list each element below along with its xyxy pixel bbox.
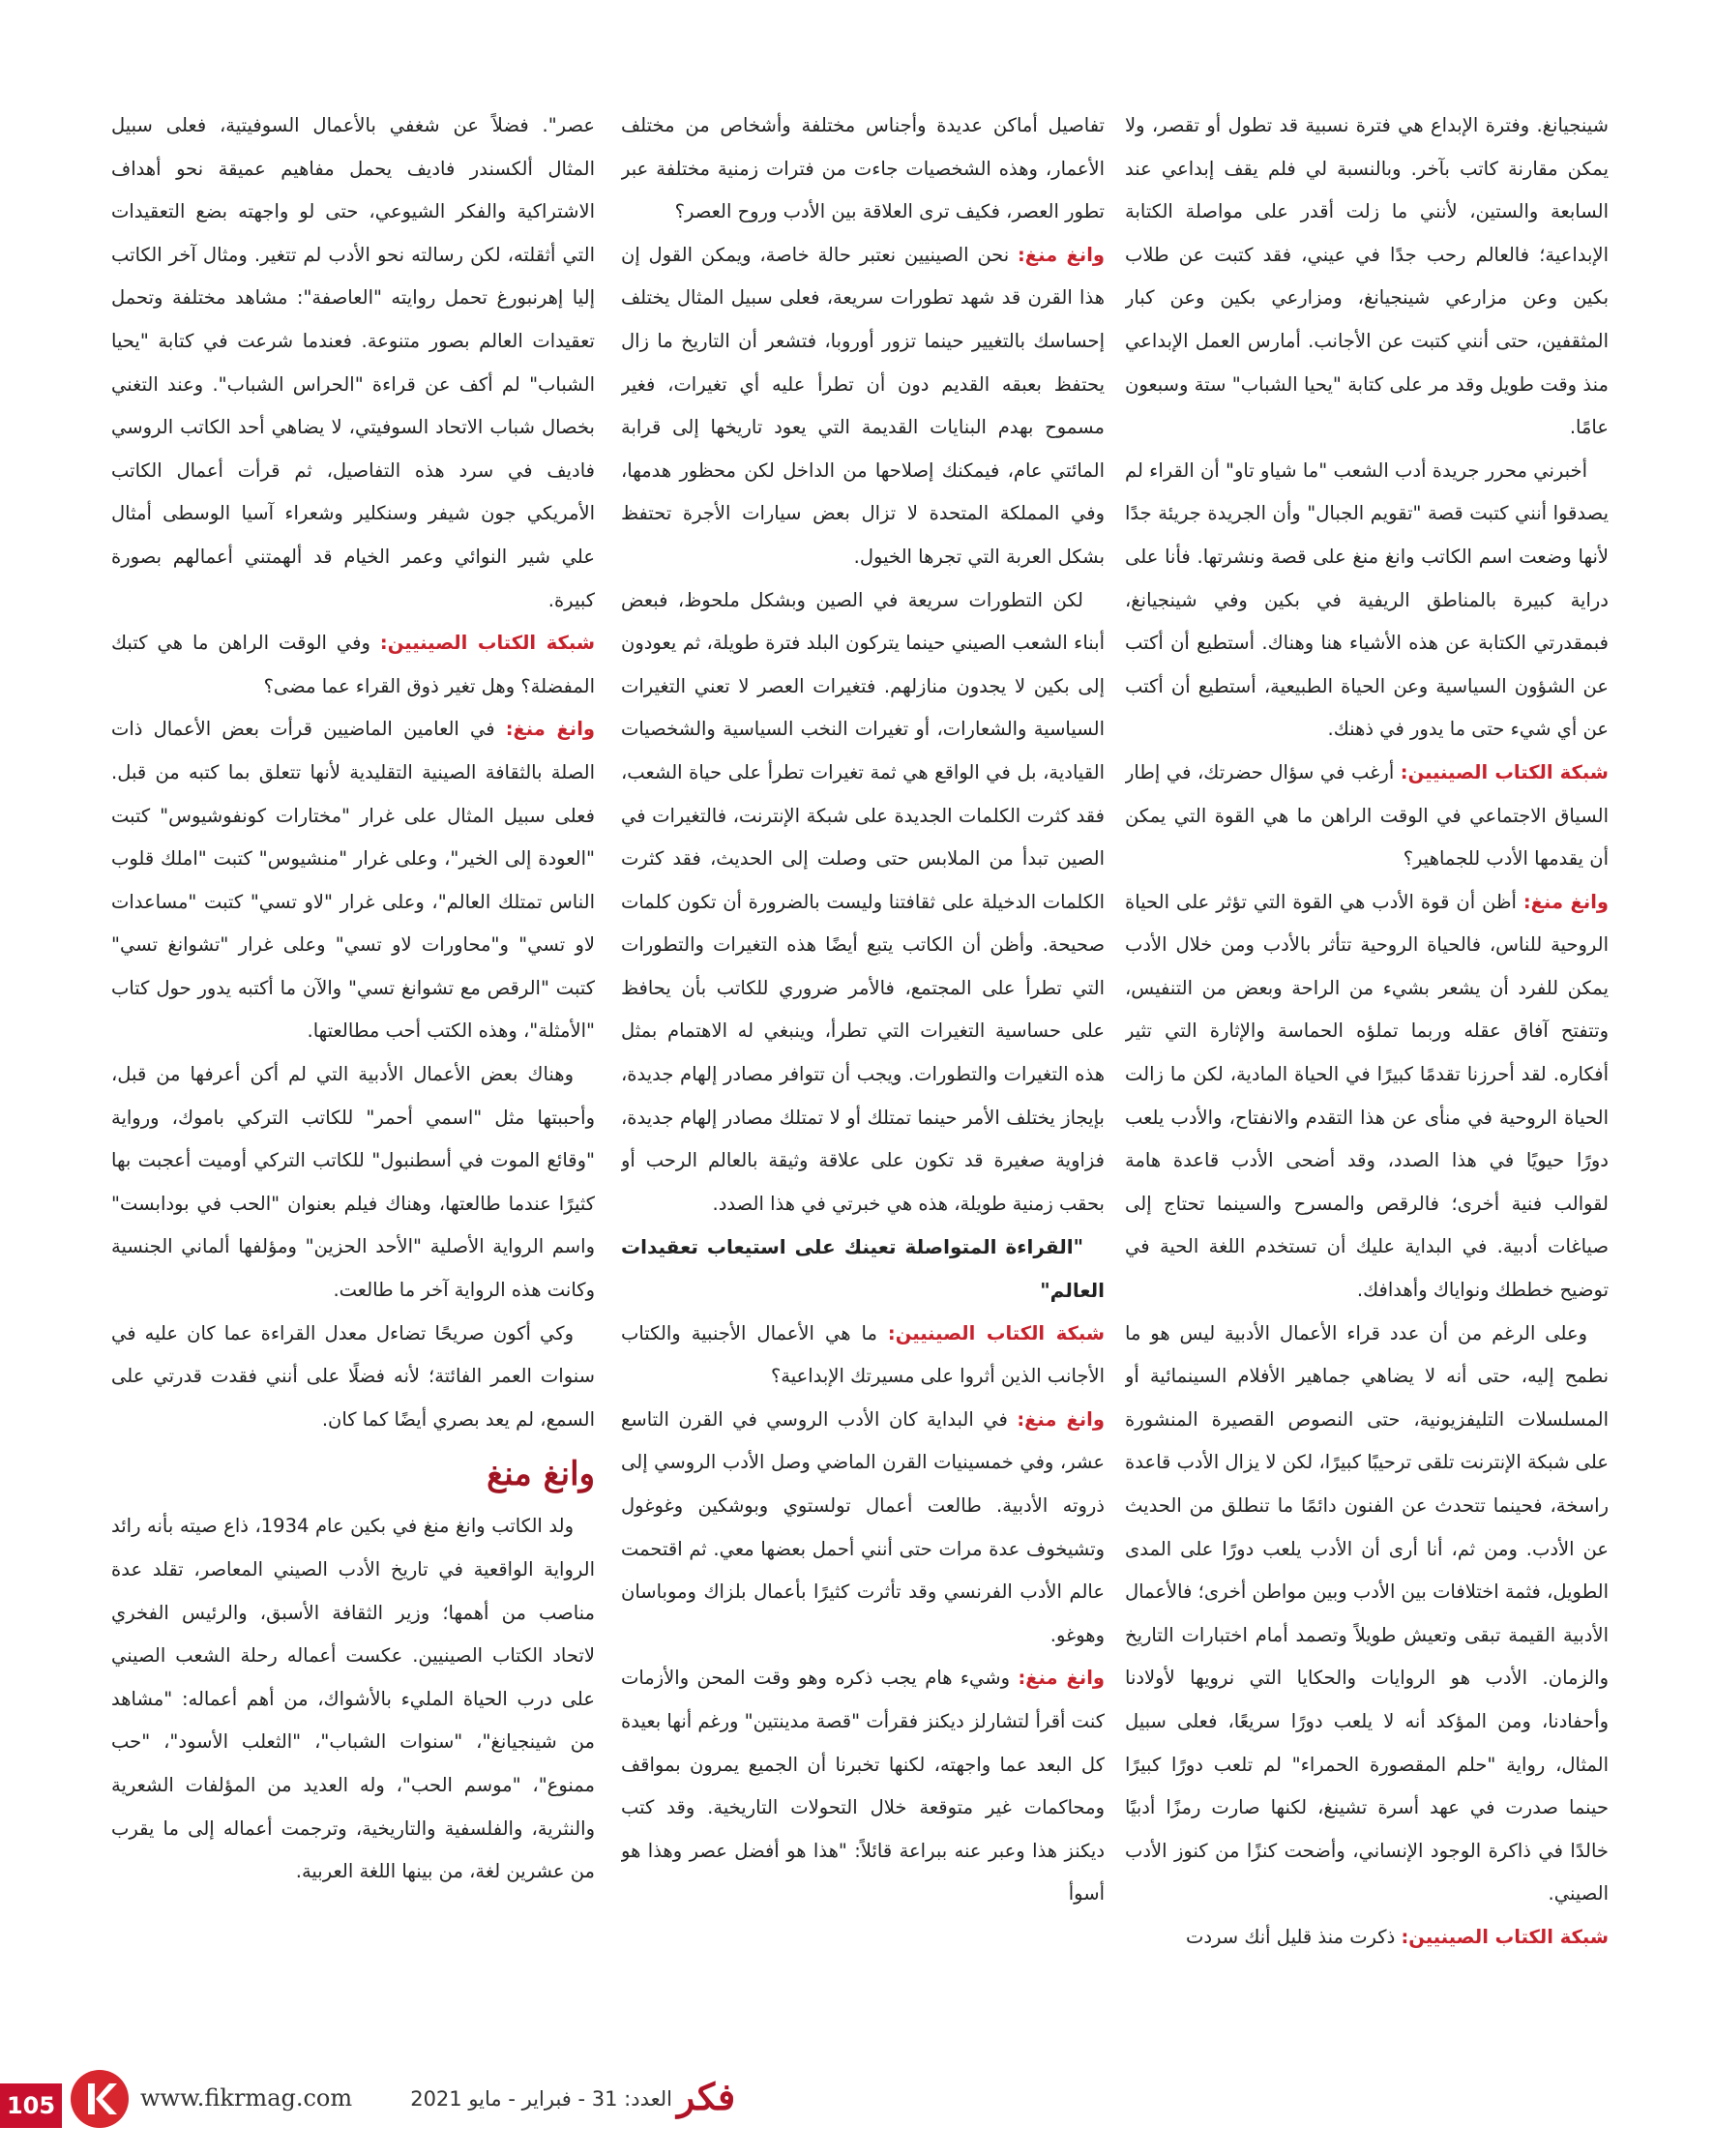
pull-quote: "القراءة المتواصلة تعينك على استيعاب تعقيدات العالم" [621,1235,1105,1303]
fikr-k-logo-icon [70,2069,130,2129]
paragraph-text: ذكرت منذ قليل أنك سردت [1185,1925,1402,1948]
paragraph [1125,104,1609,450]
paragraph [1125,881,1609,1313]
paragraph [111,622,595,708]
paragraph-text: تفاصيل أماكن عديدة وأجناس مختلفة وأشخاص من مختلف الأعمار، وهذه الشخصيات جاءت من فترات زمنية مختلفة عبر تطور العصر، فكيف ترى العلاقة بين الأدب وروح العصر؟ [621,114,1105,223]
paragraph-text: وعلى الرغم من أن عدد قراء الأعمال الأدبية ليس هو ما نطمح إليه، حتى أنه لا يضاهي جماهير الأفلام السينمائية أو المسلسلات التليفزيونية، حتى النصوص القصيرة المنشورة على شبكة الإنترنت تلقى ترحيبًا كبيرًا، لكن لا يزال الأدب قاعدة راسخة، فحينما تتحدث عن الفنون دائمًا ما تنطلق من الحديث عن الأدب. ومن ثم، أنا أرى أن الأدب يلعب دورًا على المدى الطويل، فثمة اختلافات بين الأدب وبين مواطن أخرى؛ فالأعمال الأدبية القيمة تبقى وتعيش طويلاً وتصمد أمام اختبارات التاريخ والزمان. الأدب هو الروايات والحكايا التي نرويها لأولادنا وأحفادنا، ومن المؤكد أنه لا يلعب دورًا سريعًا، فعلى سبيل المثال، رواية "حلم المقصورة الحمراء" لم تلعب دورًا كبيرًا حينما صدرت في عهد أسرة تشينغ، لكنها صارت رمزًا أدبيًا خالدًا في ذاكرة الوجود الإنساني، وأضحت كنزًا من كنوز الأدب الصيني. [1125,1321,1609,1905]
speaker-label: شبكة الكتاب الصينيين: [1401,1925,1609,1948]
paragraph-text: أرغب في سؤال حضرتك، في إطار السياق الاجتماعي في الوقت الراهن ما هي القوة التي يمكن أن يقدمها الأدب للجماهير؟ [1125,760,1609,871]
page-number: 105 [0,2083,62,2128]
paragraph-text: وشيء هام يجب ذكره وهو وقت المحن والأزمات كنت أقرأ لتشارلز ديكنز فقرأت "قصة مدينتين" ورغم أنها بعيدة كل البعد عما واجهته، لكنها تخبرنا أن الجميع يمرون بمواقف ومحاكمات غير متوقعة خلال التحولات التاريخية. وقد كتب ديكنز هذا وعبر عنه ببراعة قائلاً: "هذا هو أفضل عصر وهذا هو أسوأ [621,1667,1105,1905]
speaker-label: شبكة الكتاب الصينيين: [887,1321,1105,1344]
paragraph [111,1313,595,1442]
paragraph-text: نحن الصينيين نعتبر حالة خاصة، ويمكن القول إن هذا القرن قد شهد تطورات سريعة، فعلى سبيل المثال يختلف إحساسك بالتغيير حينما تزور أوروبا، فتشعر أن التاريخ ما زال يحتفظ بعبقه القديم دون أن تطرأ عليه أي تغيرات، فغير مسموح بهدم البنايات القديمة التي يعود تاريخها إلى قرابة المائتي عام، فيمكنك إصلاحها من الداخل لكن محظور هدمها، وفي المملكة المتحدة لا تزال بعض سيارات الأجرة تحتفظ بشكل العربة التي تجرها الخيول. [621,243,1105,568]
speaker-label: وانغ منغ: [1522,890,1609,913]
paragraph [111,1505,595,1893]
paragraph [621,1399,1105,1658]
speaker-label: شبكة الكتاب الصينيين: [1400,760,1609,783]
paragraph [621,234,1105,579]
bio-title: وانغ منغ [487,1455,595,1494]
paragraph-text: في العامين الماضيين قرأت بعض الأعمال ذات الصلة بالثقافة الصينية التقليدية لأنها تتعلق بما كتبه من قبل. فعلى سبيل المثال على غرار "مختارات كونفوشيوس" كتبت "العودة إلى الخير"، وعلى غرار "منشيوس" كتبت "املك قلوب الناس تمتلك العالم"، وعلى غرار "لاو تسي" كتبت "مساعدات لاو تسي" و"محاورات لاو تسي" وعلى غرار "تشوانغ تسي" كتبت "الرقص مع تشوانغ تسي" والآن ما أكتبه يدور حول كتاب "الأمثلة"، وهذه الكتب أحب مطالعتها. [111,718,595,1043]
paragraph [1125,1916,1609,1960]
paragraph-text: أظن أن قوة الأدب هي القوة التي تؤثر على الحياة الروحية للناس، فالحياة الروحية تتأثر بالأدب ومن خلال الأدب يمكن للفرد أن يشعر بشيء من الراحة وبعض من التنفيس، وتتفتح آفاق عقله وربما تملؤه الحماسة والإثارة التي تثير أفكاره. لقد أحرزنا تقدمًا كبيرًا في الحياة المادية، لكن ما زالت الحياة الروحية في منأى عن هذا التقدم والانفتاح، والأدب يلعب دورًا حيويًا في هذا الصدد، وقد أضحى الأدب قاعدة هامة لقوالب فنية أخرى؛ فالرقص والمسرح والسينما تحتاج إلى صياغات أدبية. في البداية عليك أن تستخدم اللغة الحية في توضيح خططك ونواياك وأهدافك. [1125,890,1609,1302]
paragraph-text: وفي الوقت الراهن ما هي كتبك المفضلة؟ وهل تغير ذوق القراء عما مضى؟ [111,632,595,697]
speaker-label: وانغ منغ: [1017,1407,1105,1431]
paragraph-text: لكن التطورات سريعة في الصين وبشكل ملحوظ، فبعض أبناء الشعب الصيني حينما يتركون البلد فترة طويلة، ثم يعودون إلى بكين لا يجدون منازلهم. فتغيرات العصر لا تعني التغيرات السياسية والشعارات، أو تغيرات النخب السياسية والشخصيات القيادية، بل في الواقع هي ثمة تغيرات تطرأ على حياة الشعب، فقد كثرت الكلمات الجديدة على شبكة الإنترنت، فالتغيرات في الصين تبدأ من الملابس حتى وصلت إلى الحديث، فقد كثرت الكلمات الدخيلة على ثقافتنا وليست بالضرورة أن تكون كلمات صحيحة. وأظن أن الكاتب يتبع أيضًا هذه التغيرات والتطورات التي تطرأ على المجتمع، فالأمر ضروري للكاتب بأن يحافظ على حساسية التغيرات التي تطرأ، وينبغي له الاهتمام بمثل هذه التغيرات والتطورات. ويجب أن تتوافر مصادر إلهام جديدة، بإيجاز يختلف الأمر حينما تمتلك أو لا تمتلك مصادر إلهام جديدة، فزاوية صغيرة قد تكون على علاقة وثيقة بالعالم الرحب أو بحقب زمنية طويلة، هذه هي خبرتي في هذا الصدد. [621,588,1105,1215]
page-footer [0,2050,1714,2156]
paragraph [621,1657,1105,1916]
paragraph [621,104,1105,234]
paragraph-text: وكي أكون صريحًا تضاءل معدل القراءة عما كان عليه في سنوات العمر الفائتة؛ لأنه فضلًا على أنني فقدت قدرتي على السمع، لم يعد بصري أيضًا كما كان. [111,1321,595,1431]
article-column-right [1125,104,1609,2049]
paragraph [621,1313,1105,1399]
paragraph-text: شينجيانغ. وفترة الإبداع هي فترة نسبية قد تطول أو تقصر، ولا يمكن مقارنة كاتب بآخر. وبالنسبة لي فلم يقف إبداعي عند السابعة والستين، لأنني ما زلت أقدر على مواصلة الكتابة الإبداعية؛ فالعالم رحب جدًا في عيني، فقد كتبت عن طلاب بكين وعن مزارعي شينجيانغ، ومزارعي بكين وعن كبار المثقفين، حتى أنني كتبت عن الأجانب. أمارس العمل الإبداعي منذ وقت طويل وقد مر على كتابة "يحيا الشباب" ستة وسبعون عامًا. [1125,114,1609,439]
paragraph-text: عصر". فضلاً عن شغفي بالأعمال السوفيتية، فعلى سبيل المثال ألكسندر فاديف يحمل مفاهيم عميقة نحو أهداف الاشتراكية والفكر الشيوعي، حتى لو واجهته بضع التعقيدات التي أثقلته، لكن رسالته نحو الأدب لم تتغير. ومثال آخر الكاتب إليا إهرنبورغ تحمل روايته "العاصفة": مشاهد مختلفة وتحمل تعقيدات العالم بصور متنوعة. فعندما شرعت في كتابة "يحيا الشباب" لم أكف عن قراءة "الحراس الشباب". وعند التغني بخصال شباب الاتحاد السوفيتي، لا يضاهي أحد الكاتب الروسي فاديف في سرد هذه التفاصيل، ثم قرأت أعمال الكاتب الأمريكي جون شيفر وسنكلير وشعراء آسيا الوسطى أمثال علي شير النوائي وعمر الخيام قد ألهمتني أعمالهم بصورة كبيرة. [111,114,595,611]
paragraph [1125,450,1609,752]
paragraph [1125,752,1609,881]
paragraph-text: ولد الكاتب وانغ منغ في بكين عام 1934، ذاع صيته بأنه رائد الرواية الواقعية في تاريخ الأدب الصيني المعاصر، تقلد عدة مناصب من أهمها؛ وزير الثقافة الأسبق، والرئيس الفخري لاتحاد الكتاب الصينيين. عكست أعماله رحلة الشعب الصيني على درب الحياة المليء بالأشواك، من أهم أعماله: "مشاهد من شينجيانغ"، "سنوات الشباب"، "الثعلب الأسود"، "حب ممنوع"، "موسم الحب"، وله العديد من المؤلفات الشعرية والنثرية، والفلسفية والتاريخية، وترجمت أعماله إلى ما يقرب من عشرين لغة، من بينها اللغة العربية. [111,1515,595,1883]
paragraph-text: ما هي الأعمال الأجنبية والكتاب الأجانب الذين أثروا على مسيرتك الإبداعية؟ [621,1321,1105,1388]
website-url[interactable]: www.fikrmag.com [140,2084,353,2112]
speaker-label: وانغ منغ: [505,718,595,741]
article-column-middle [621,104,1105,2049]
issue-info: العدد: 31 - فبراير - مايو 2021 [410,2087,672,2111]
paragraph [111,1053,595,1313]
paragraph [621,579,1105,1226]
paragraph [1125,1313,1609,1916]
speaker-label: شبكة الكتاب الصينيين: [379,632,595,655]
article-column-left [111,104,595,2049]
paragraph [111,104,595,622]
paragraph-text: وهناك بعض الأعمال الأدبية التي لم أكن أعرفها من قبل، وأحببتها مثل "اسمي أحمر" للكاتب التركي باموك، ورواية "وقائع الموت في أسطنبول" للكاتب التركي أوميت أعجبت بها كثيرًا عندما طالعتها، وهناك فيلم بعنوان "الحب في بودابست" واسم الرواية الأصلية "الأحد الحزين" ومؤلفها ألماني الجنسية وكانت هذه الرواية آخر ما طالعت. [111,1063,595,1302]
paragraph-text: أخبرني محرر جريدة أدب الشعب "ما شياو تاو" أن القراء لم يصدقوا أنني كتبت قصة "تقويم الجبال" وأن الجريدة جريئة جدًا لأنها وضعت اسم الكاتب وانغ منغ على قصة ونشرتها. فأنا على دراية كبيرة بالمناطق الريفية في بكين وفي شينجيانغ، فبمقدرتي الكتابة عن هذه الأشياء هنا وهناك. أستطيع أن أكتب عن الشؤون السياسية وعن الحياة الطبيعية، أستطيع أن أكتب عن أي شيء حتى ما يدور في ذهنك. [1125,458,1609,741]
magazine-logo: فكر [677,2075,736,2118]
speaker-label: وانغ منغ: [1018,243,1105,266]
paragraph [111,708,595,1053]
speaker-label: وانغ منغ: [1018,1667,1105,1690]
paragraph-text: في البداية كان الأدب الروسي في القرن التاسع عشر، وفي خمسينيات القرن الماضي وصل الأدب الروسي إلى ذروته الأدبية. طالعت أعمال تولستوي وبوشكين وغوغول وتشيخوف عدة مرات حتى أنني أحمل بعضها معي. ثم اقتحمت عالم الأدب الفرنسي وقد تأثرت كثيرًا بأعمال بلزاك وموباسان وهوغو. [621,1407,1105,1646]
